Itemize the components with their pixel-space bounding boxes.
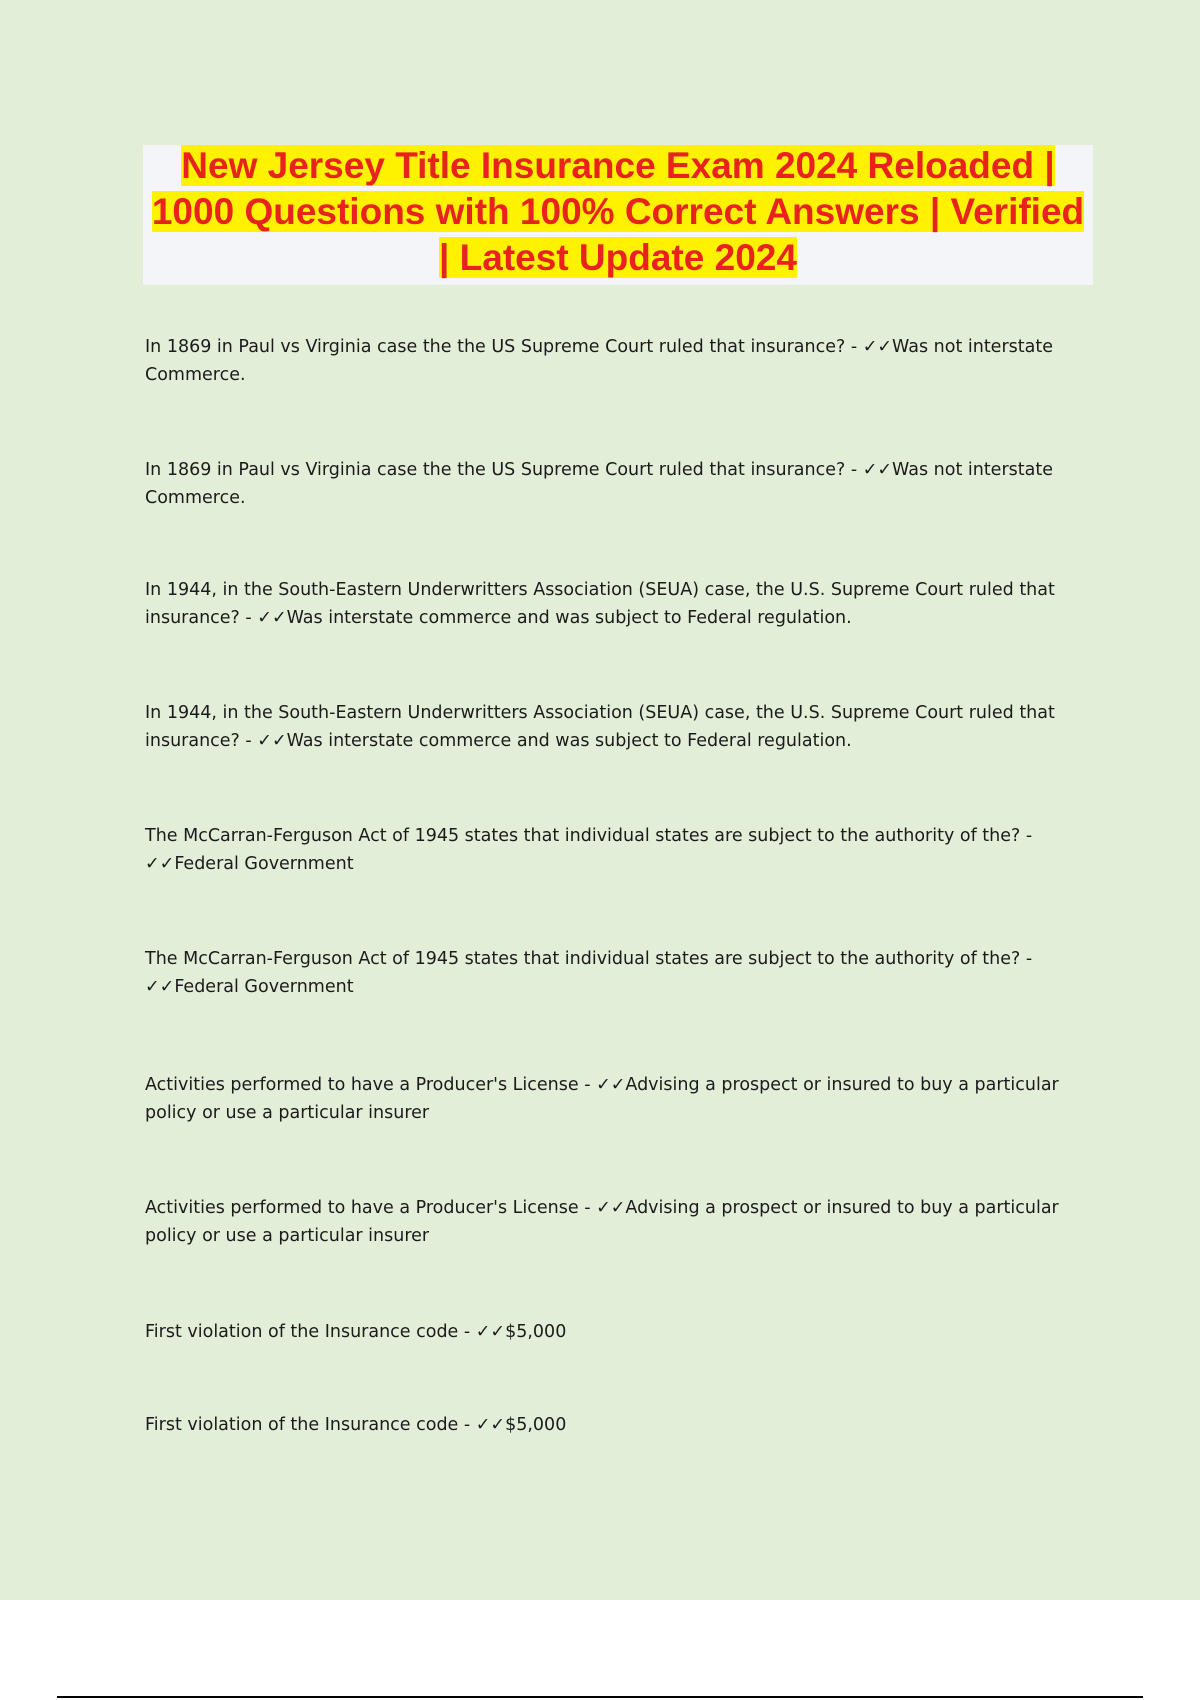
qa-item-3: In 1944, in the South-Eastern Underwritters Association (SEUA) case, the U.S. Supreme Court ruled that insurance? - ✓✓Was interstate commerce and was subject to Federal regulation. (145, 580, 1055, 628)
qa-item-2: In 1869 in Paul vs Virginia case the the US Supreme Court ruled that insurance? - ✓✓Was not interstate Commerce. (145, 460, 1053, 508)
qa-item-7: Activities performed to have a Producer's License - ✓✓Advising a prospect or insured to buy a particular policy or use a particular insurer (145, 1075, 1059, 1123)
document-title-text: New Jersey Title Insurance Exam 2024 Reloaded | 1000 Questions with 100% Correct Answers | Verified | Latest Update 2024 (151, 145, 1085, 278)
qa-item-5: The McCarran-Ferguson Act of 1945 states that individual states are subject to the authority of the? - ✓✓Federal Government (145, 826, 1033, 874)
qa-item-6: The McCarran-Ferguson Act of 1945 states that individual states are subject to the authority of the? - ✓✓Federal Government (145, 949, 1033, 997)
qa-item-9: First violation of the Insurance code - ✓✓$5,000 (145, 1322, 567, 1342)
qa-item-8: Activities performed to have a Producer's License - ✓✓Advising a prospect or insured to buy a particular policy or use a particular insurer (145, 1198, 1059, 1246)
qa-item-4: In 1944, in the South-Eastern Underwritters Association (SEUA) case, the U.S. Supreme Court ruled that insurance? - ✓✓Was interstate commerce and was subject to Federal regulation. (145, 703, 1055, 751)
document-title (143, 143, 1093, 281)
qa-item-1: In 1869 in Paul vs Virginia case the the US Supreme Court ruled that insurance? - ✓✓Was not interstate Commerce. (145, 337, 1053, 385)
qa-item-10: First violation of the Insurance code - ✓✓$5,000 (145, 1415, 567, 1435)
footer-rule (57, 1696, 1143, 1698)
